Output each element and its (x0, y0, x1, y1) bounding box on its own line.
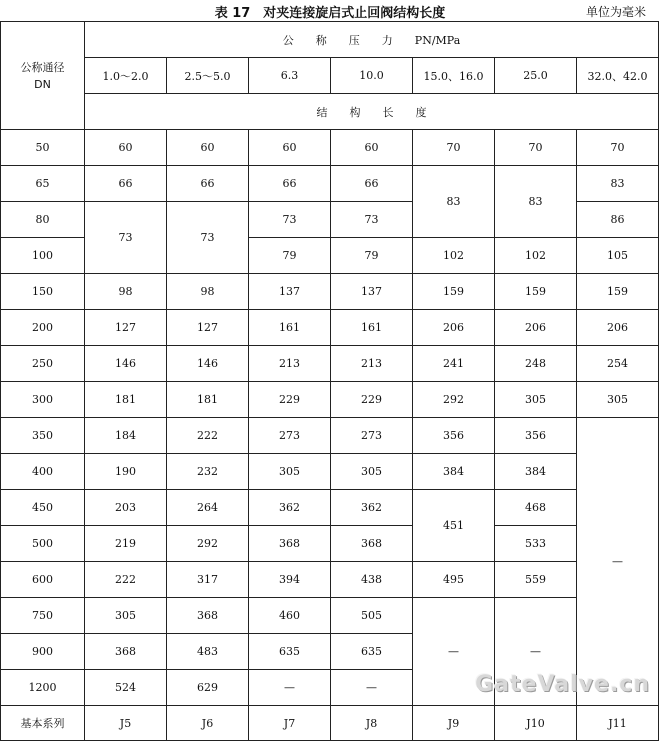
value-cell: 60 (249, 130, 331, 166)
value-cell: 206 (577, 310, 659, 346)
dn-cell: 500 (1, 526, 85, 562)
value-cell: 206 (495, 310, 577, 346)
value-cell: 98 (167, 274, 249, 310)
dn-cell: 65 (1, 166, 85, 202)
base-series-row (1, 706, 659, 741)
value-cell: 73 (167, 202, 249, 274)
value-cell: 451 (413, 490, 495, 562)
dn-cell: 100 (1, 238, 85, 274)
table-row (1, 166, 659, 202)
base-series-cell: J5 (85, 706, 167, 741)
value-cell: 368 (167, 598, 249, 634)
value-cell: 83 (577, 166, 659, 202)
value-cell: 460 (249, 598, 331, 634)
value-cell: 468 (495, 490, 577, 526)
value-cell: 483 (167, 634, 249, 670)
dn-cell: 600 (1, 562, 85, 598)
dn-cell: 400 (1, 454, 85, 490)
dn-label-line2: DN (34, 77, 51, 91)
value-cell: 70 (413, 130, 495, 166)
value-cell: 73 (331, 202, 413, 238)
value-cell: 559 (495, 562, 577, 598)
pressure-col-2: 2.5～5.0 (167, 58, 249, 94)
value-cell: 105 (577, 238, 659, 274)
value-cell: 368 (249, 526, 331, 562)
value-cell: 161 (249, 310, 331, 346)
table-row (1, 418, 659, 454)
table-row (1, 130, 659, 166)
value-cell: 213 (249, 346, 331, 382)
value-cell: 161 (331, 310, 413, 346)
dn-cell: 450 (1, 490, 85, 526)
value-cell: 305 (331, 454, 413, 490)
value-cell: 70 (577, 130, 659, 166)
value-cell: 73 (249, 202, 331, 238)
value-cell: 305 (85, 598, 167, 634)
value-cell: 159 (577, 274, 659, 310)
value-cell: 137 (331, 274, 413, 310)
value-cell: 181 (167, 382, 249, 418)
value-cell: 190 (85, 454, 167, 490)
value-cell: 229 (331, 382, 413, 418)
value-cell: 438 (331, 562, 413, 598)
pressure-header: 公 称 压 力 PN/MPa (85, 22, 659, 58)
value-cell: 86 (577, 202, 659, 238)
value-cell: 394 (249, 562, 331, 598)
value-cell: 368 (331, 526, 413, 562)
value-cell: 635 (249, 634, 331, 670)
value-cell: 273 (331, 418, 413, 454)
value-cell: 66 (249, 166, 331, 202)
pressure-col-6: 25.0 (495, 58, 577, 94)
header-row-pressure (1, 22, 659, 58)
value-cell: 66 (167, 166, 249, 202)
value-cell: 384 (413, 454, 495, 490)
value-cell: 146 (85, 346, 167, 382)
value-cell: 635 (331, 634, 413, 670)
value-cell: 533 (495, 526, 577, 562)
value-cell: 79 (331, 238, 413, 274)
value-cell: 203 (85, 490, 167, 526)
value-cell: 232 (167, 454, 249, 490)
base-series-cell: J7 (249, 706, 331, 741)
value-cell: 356 (413, 418, 495, 454)
header-row-length (1, 94, 659, 130)
value-cell: 264 (167, 490, 249, 526)
value-cell: — (331, 670, 413, 706)
table-row (1, 346, 659, 382)
table-row (1, 526, 659, 562)
base-series-label: 基本系列 (1, 706, 85, 741)
value-cell: 505 (331, 598, 413, 634)
value-cell: 102 (495, 238, 577, 274)
value-cell: 102 (413, 238, 495, 274)
value-cell: 127 (167, 310, 249, 346)
value-cell: 60 (167, 130, 249, 166)
table-title: 表 17 对夹连接旋启式止回阀结构长度 (214, 6, 446, 21)
value-cell: 254 (577, 346, 659, 382)
value-cell: 495 (413, 562, 495, 598)
dn-cell: 1200 (1, 670, 85, 706)
value-cell: 248 (495, 346, 577, 382)
table-row (1, 598, 659, 634)
length-header: 结 构 长 度 (85, 94, 659, 130)
value-cell: 292 (167, 526, 249, 562)
base-series-cell: J6 (167, 706, 249, 741)
value-cell: 83 (495, 166, 577, 238)
base-series-cell: J10 (495, 706, 577, 741)
dn-cell: 150 (1, 274, 85, 310)
value-cell: 356 (495, 418, 577, 454)
dn-cell: 250 (1, 346, 85, 382)
dn-cell: 750 (1, 598, 85, 634)
value-cell: 222 (167, 418, 249, 454)
value-cell: 159 (413, 274, 495, 310)
value-cell: 73 (85, 202, 167, 274)
pressure-col-5: 15.0、16.0 (413, 58, 495, 94)
value-cell: 159 (495, 274, 577, 310)
value-cell: 317 (167, 562, 249, 598)
watermark: GateValve.cn (475, 672, 650, 697)
value-cell: 83 (413, 166, 495, 238)
value-cell: 70 (495, 130, 577, 166)
table-row (1, 310, 659, 346)
value-cell: 222 (85, 562, 167, 598)
value-cell: 273 (249, 418, 331, 454)
pressure-col-3: 6.3 (249, 58, 331, 94)
pressure-col-4: 10.0 (331, 58, 413, 94)
pressure-col-1: 1.0～2.0 (85, 58, 167, 94)
value-cell: 292 (413, 382, 495, 418)
value-cell: 181 (85, 382, 167, 418)
value-cell: 60 (85, 130, 167, 166)
value-cell: 66 (331, 166, 413, 202)
value-cell: 219 (85, 526, 167, 562)
value-cell: 184 (85, 418, 167, 454)
base-series-cell: J11 (577, 706, 659, 741)
value-cell: 368 (85, 634, 167, 670)
dn-label-line1: 公称通径 (20, 60, 65, 74)
value-cell: — (495, 598, 577, 706)
dn-cell: 900 (1, 634, 85, 670)
value-cell: — (413, 598, 495, 706)
value-cell: 629 (167, 670, 249, 706)
value-cell: 127 (85, 310, 167, 346)
dn-cell: 50 (1, 130, 85, 166)
table-row (1, 274, 659, 310)
value-cell: 206 (413, 310, 495, 346)
dn-cell: 80 (1, 202, 85, 238)
header-row-pressure-values (1, 58, 659, 94)
value-cell: 362 (331, 490, 413, 526)
value-cell: 229 (249, 382, 331, 418)
table-row (1, 382, 659, 418)
table-row (1, 562, 659, 598)
base-series-cell: J8 (331, 706, 413, 741)
dn-cell: 200 (1, 310, 85, 346)
unit-note: 单位为毫米 (585, 5, 646, 19)
value-cell: 66 (85, 166, 167, 202)
value-cell: 384 (495, 454, 577, 490)
dn-header-cell (1, 22, 85, 130)
value-cell: 146 (167, 346, 249, 382)
dn-cell: 300 (1, 382, 85, 418)
value-cell: — (249, 670, 331, 706)
title-bar (0, 0, 660, 20)
table-row (1, 490, 659, 526)
value-cell: 305 (249, 454, 331, 490)
value-cell: 60 (331, 130, 413, 166)
value-cell: 137 (249, 274, 331, 310)
base-series-cell: J9 (413, 706, 495, 741)
value-cell: — (577, 418, 659, 706)
dn-cell: 350 (1, 418, 85, 454)
value-cell: 524 (85, 670, 167, 706)
value-cell: 305 (495, 382, 577, 418)
value-cell: 241 (413, 346, 495, 382)
structure-length-table (0, 21, 659, 741)
pressure-col-7: 32.0、42.0 (577, 58, 659, 94)
value-cell: 79 (249, 238, 331, 274)
value-cell: 305 (577, 382, 659, 418)
value-cell: 98 (85, 274, 167, 310)
value-cell: 362 (249, 490, 331, 526)
table-row (1, 454, 659, 490)
value-cell: 213 (331, 346, 413, 382)
